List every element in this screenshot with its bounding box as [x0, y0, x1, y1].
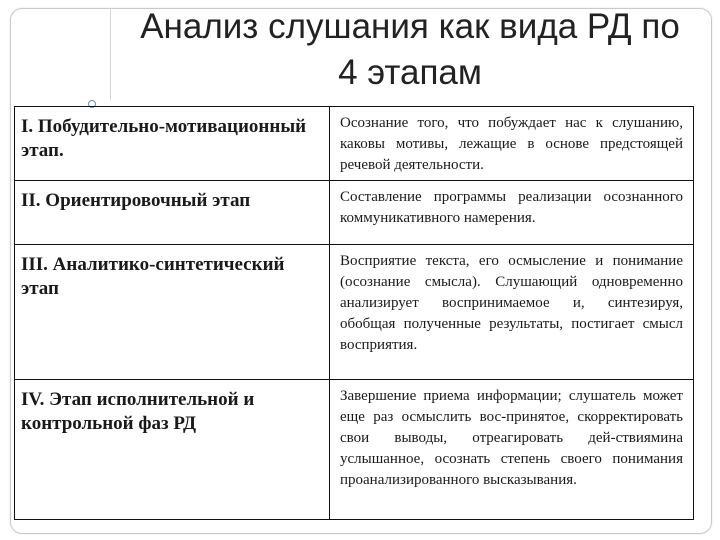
stage-description: Осознание того, что побуждает нас к слушанию, каковы мотивы, лежащие в основе предстоящей речевой деятельности. [330, 107, 694, 181]
stage-description: Завершение приема информации; слушатель может еще раз осмыслить вос-принятое, скорректировать свои выводы, отреагировать дей-ствиямина услышанное, осознать степень своего понимания проанализированного высказывания. [330, 380, 694, 520]
stage-row-2 [15, 181, 694, 245]
stage-name: IV. Этап исполнительной и контрольной фаз РД [15, 380, 330, 520]
stage-description: Составление программы реализации осознанного коммуникативного намерения. [330, 181, 694, 245]
stage-description: Восприятие текста, его осмысление и понимание (осознание смысла). Слушающий одновременно анализирует воспринимаемое и, синтезируя, обобщая полученные результаты, постигает смысл восприятия. [330, 245, 694, 380]
slide-title [110, 4, 710, 96]
stage-name: III. Аналитико-синтетический этап [15, 245, 330, 380]
stages-table [14, 106, 694, 520]
stage-row-4 [15, 380, 694, 520]
title-line-1: Анализ слушания как вида РД по [140, 7, 680, 46]
stage-name: I. Побудительно-мотивационный этап. [15, 107, 330, 181]
stage-row-1 [15, 107, 694, 181]
title-line-2: 4 этапам [338, 53, 482, 92]
stage-name: II. Ориентировочный этап [15, 181, 330, 245]
stage-row-3 [15, 245, 694, 380]
